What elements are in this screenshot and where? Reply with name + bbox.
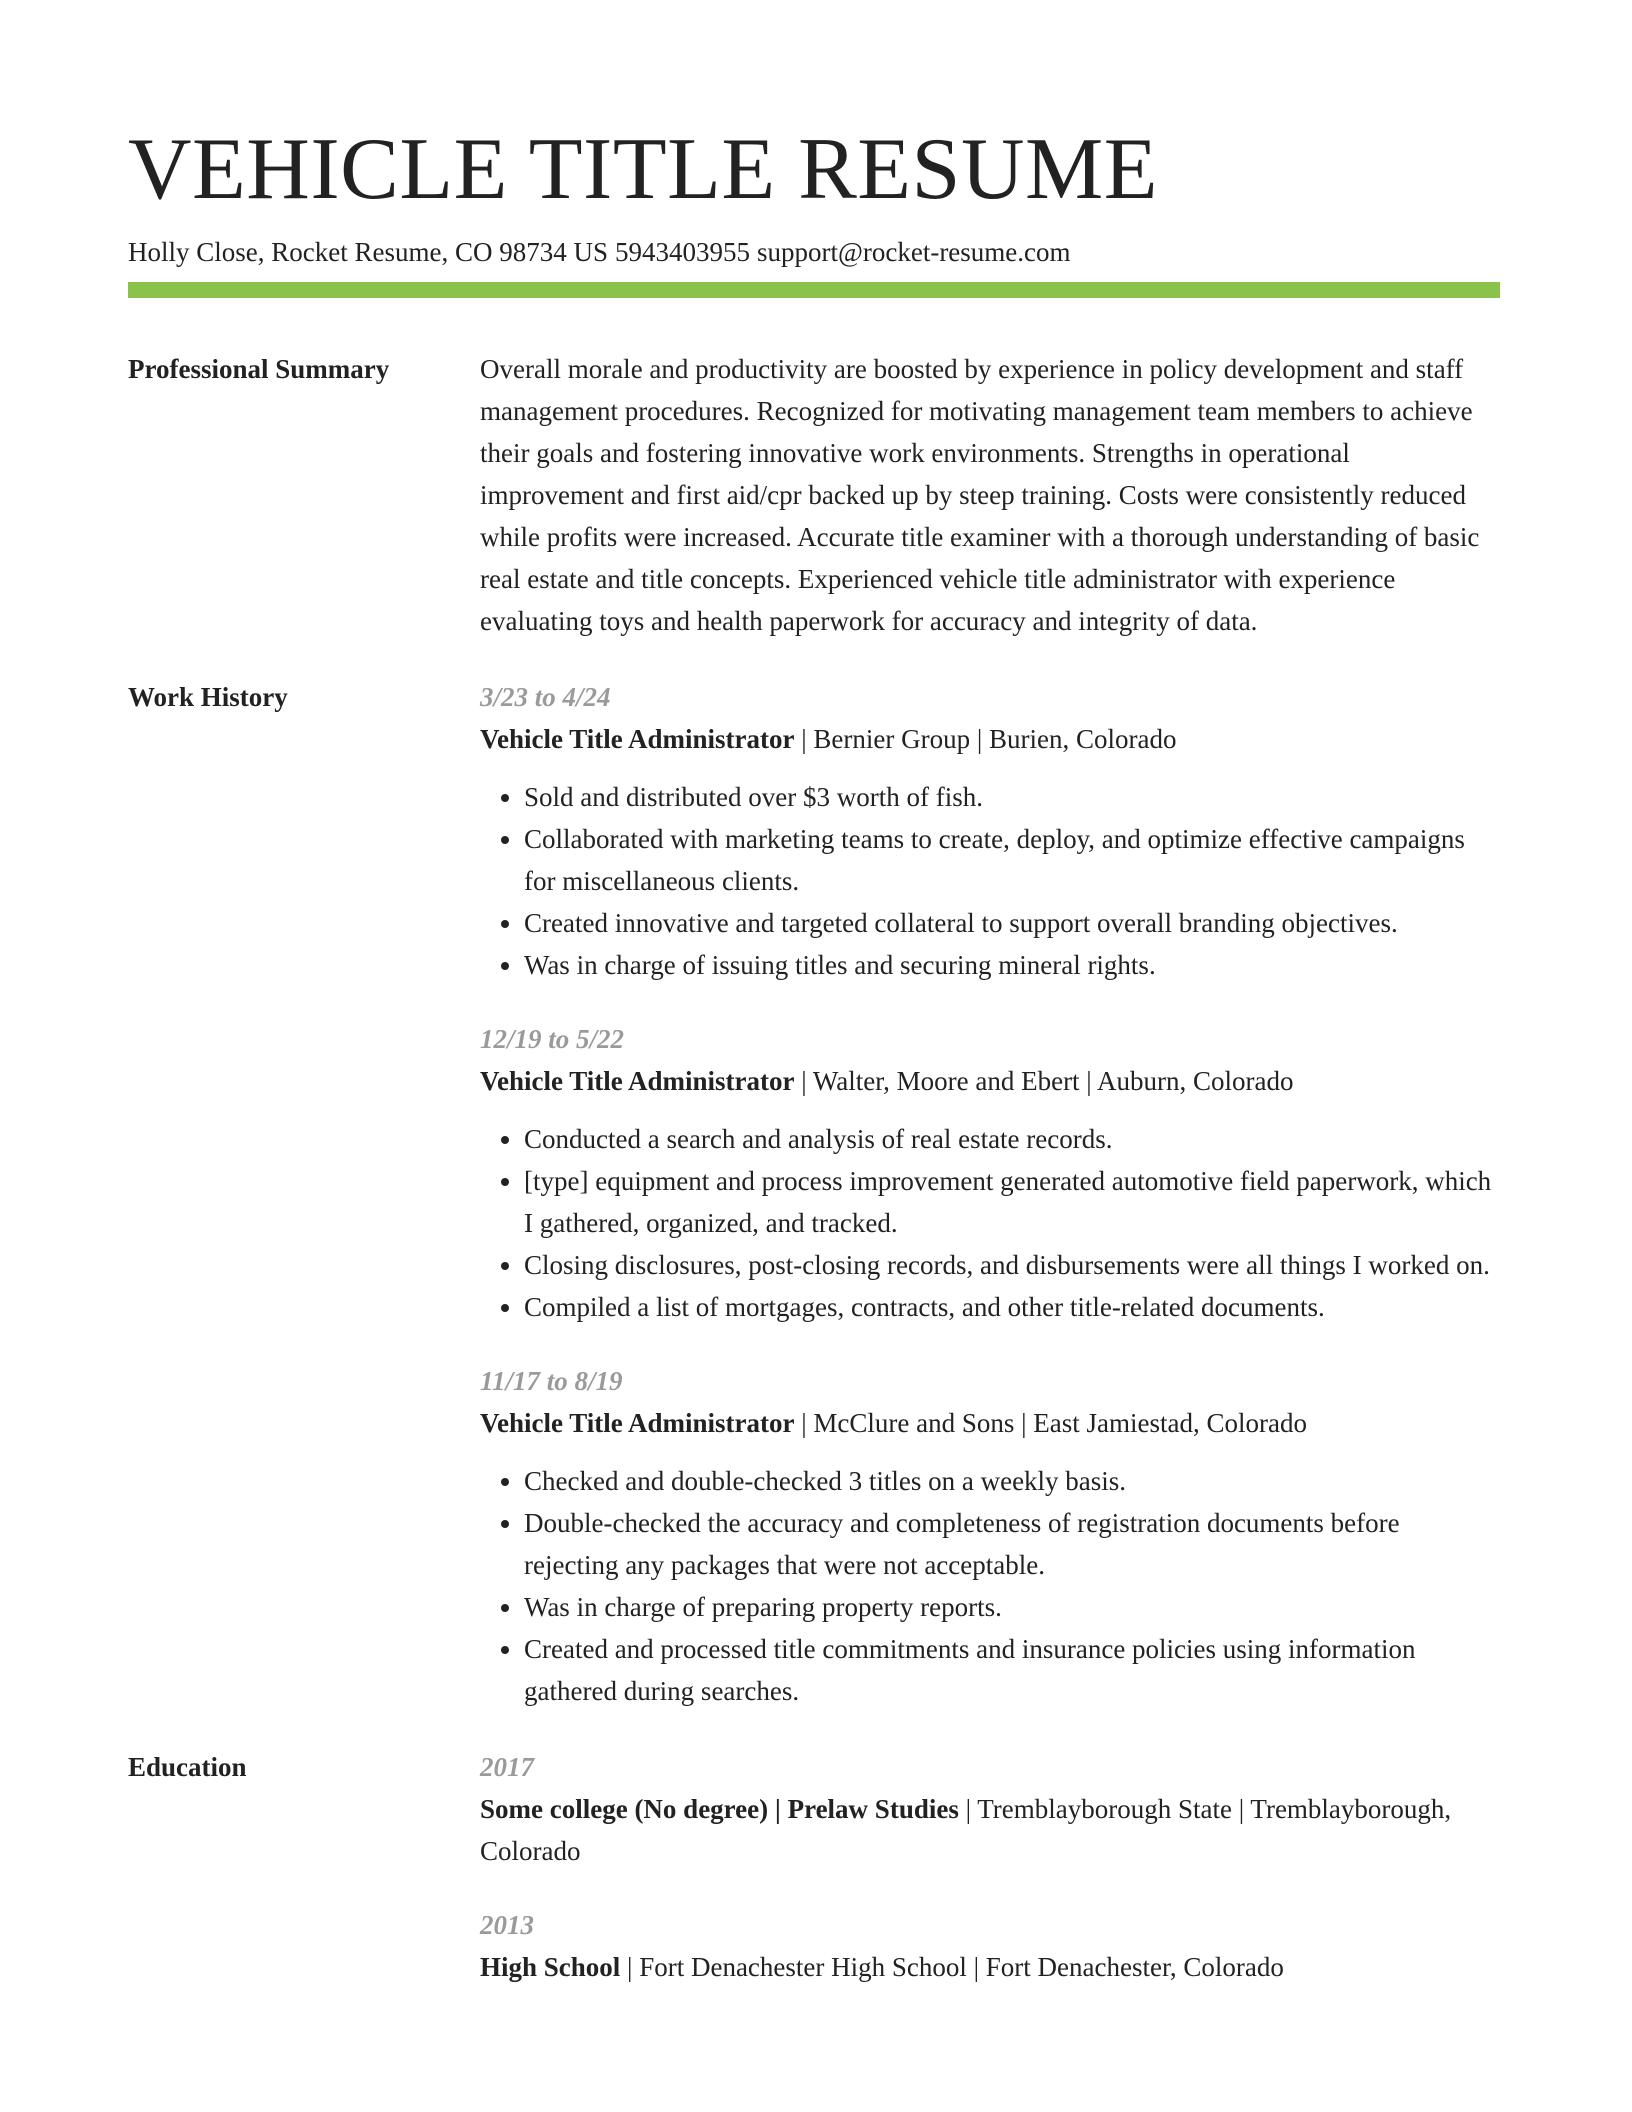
section-education bbox=[128, 1746, 1500, 1988]
job-details: | McClure and Sons | East Jamiestad, Colorado bbox=[794, 1408, 1307, 1438]
job-entry bbox=[480, 1018, 1500, 1328]
job-heading bbox=[480, 1402, 1500, 1444]
education-heading bbox=[480, 1788, 1500, 1872]
job-details: | Walter, Moore and Ebert | Auburn, Colorado bbox=[794, 1066, 1294, 1096]
education-year: 2013 bbox=[480, 1910, 534, 1940]
header-accent-rule bbox=[128, 282, 1500, 298]
job-heading bbox=[480, 1060, 1500, 1102]
education-year: 2017 bbox=[480, 1752, 534, 1782]
job-bullet: • Checked and double-checked 3 titles on a weekly basis. bbox=[524, 1460, 1500, 1502]
education-entry bbox=[480, 1904, 1500, 1988]
job-bullet: • Created and processed title commitments and insurance policies using information gathered during searches. bbox=[524, 1628, 1500, 1712]
job-bullet: • Conducted a search and analysis of real estate records. bbox=[524, 1118, 1500, 1160]
job-bullet: • Collaborated with marketing teams to create, deploy, and optimize effective campaigns for miscellaneous clients. bbox=[524, 818, 1500, 902]
job-bullet: • Double-checked the accuracy and completeness of registration documents before rejecting any packages that were not acceptable. bbox=[524, 1502, 1500, 1586]
education-degree: High School bbox=[480, 1952, 621, 1982]
job-heading bbox=[480, 718, 1500, 760]
job-bullets bbox=[480, 776, 1500, 986]
job-title: Vehicle Title Administrator bbox=[480, 1408, 795, 1438]
summary-text: Overall morale and productivity are boosted by experience in policy development and staff management procedures. Recognized for motivating management team members to achieve their goals and fostering innovative work environments. Strengths in operational improvement and first aid/cpr backed up by steep training. Costs were consistently reduced while profits were increased. Accurate title examiner with a thorough understanding of basic real estate and title concepts. Experienced vehicle title administrator with experience evaluating toys and health paperwork for accuracy and integrity of data. bbox=[480, 354, 1480, 636]
resume-title: VEHICLE TITLE RESUME bbox=[128, 121, 1159, 218]
section-label-work: Work History bbox=[128, 682, 288, 712]
job-bullet: • Was in charge of preparing property reports. bbox=[524, 1586, 1500, 1628]
job-bullet: • [type] equipment and process improvement generated automotive field paperwork, which I gathered, organized, and tracked. bbox=[524, 1160, 1500, 1244]
education-details: | Fort Denachester High School | Fort Denachester, Colorado bbox=[620, 1952, 1284, 1982]
education-heading bbox=[480, 1946, 1500, 1988]
job-bullet: • Was in charge of issuing titles and securing mineral rights. bbox=[524, 944, 1500, 986]
job-bullet: • Closing disclosures, post-closing records, and disbursements were all things I worked on. bbox=[524, 1244, 1500, 1286]
contact-name-address: Holly Close, Rocket Resume, CO 98734 US bbox=[128, 237, 608, 267]
contact-email: support@rocket-resume.com bbox=[757, 237, 1071, 267]
section-body-summary bbox=[480, 348, 1500, 642]
job-dates: 12/19 to 5/22 bbox=[480, 1024, 625, 1054]
section-body-work bbox=[480, 676, 1500, 1712]
section-label-summary: Professional Summary bbox=[128, 354, 390, 384]
job-title: Vehicle Title Administrator bbox=[480, 724, 795, 754]
job-bullet: • Created innovative and targeted collateral to support overall branding objectives. bbox=[524, 902, 1500, 944]
education-degree: Some college (No degree) | Prelaw Studies bbox=[480, 1794, 959, 1824]
contact-phone: 5943403955 bbox=[615, 237, 750, 267]
job-bullet: • Compiled a list of mortgages, contracts, and other title-related documents. bbox=[524, 1286, 1500, 1328]
section-label-education: Education bbox=[128, 1752, 247, 1782]
education-details: | Tremblayborough State | Tremblayborough, Colorado bbox=[480, 1794, 1452, 1866]
job-bullets bbox=[480, 1460, 1500, 1712]
job-entry bbox=[480, 1360, 1500, 1712]
job-dates: 11/17 to 8/19 bbox=[480, 1366, 623, 1396]
job-details: | Bernier Group | Burien, Colorado bbox=[794, 724, 1177, 754]
section-work-history bbox=[128, 676, 1500, 1712]
section-body-education bbox=[480, 1746, 1500, 1988]
section-professional-summary bbox=[128, 348, 1500, 642]
job-dates: 3/23 to 4/24 bbox=[480, 682, 611, 712]
job-bullets bbox=[480, 1118, 1500, 1328]
education-entry bbox=[480, 1746, 1500, 1872]
job-bullet: • Sold and distributed over $3 worth of fish. bbox=[524, 776, 1500, 818]
job-title: Vehicle Title Administrator bbox=[480, 1066, 795, 1096]
job-entry bbox=[480, 676, 1500, 986]
contact-line bbox=[128, 234, 1500, 270]
